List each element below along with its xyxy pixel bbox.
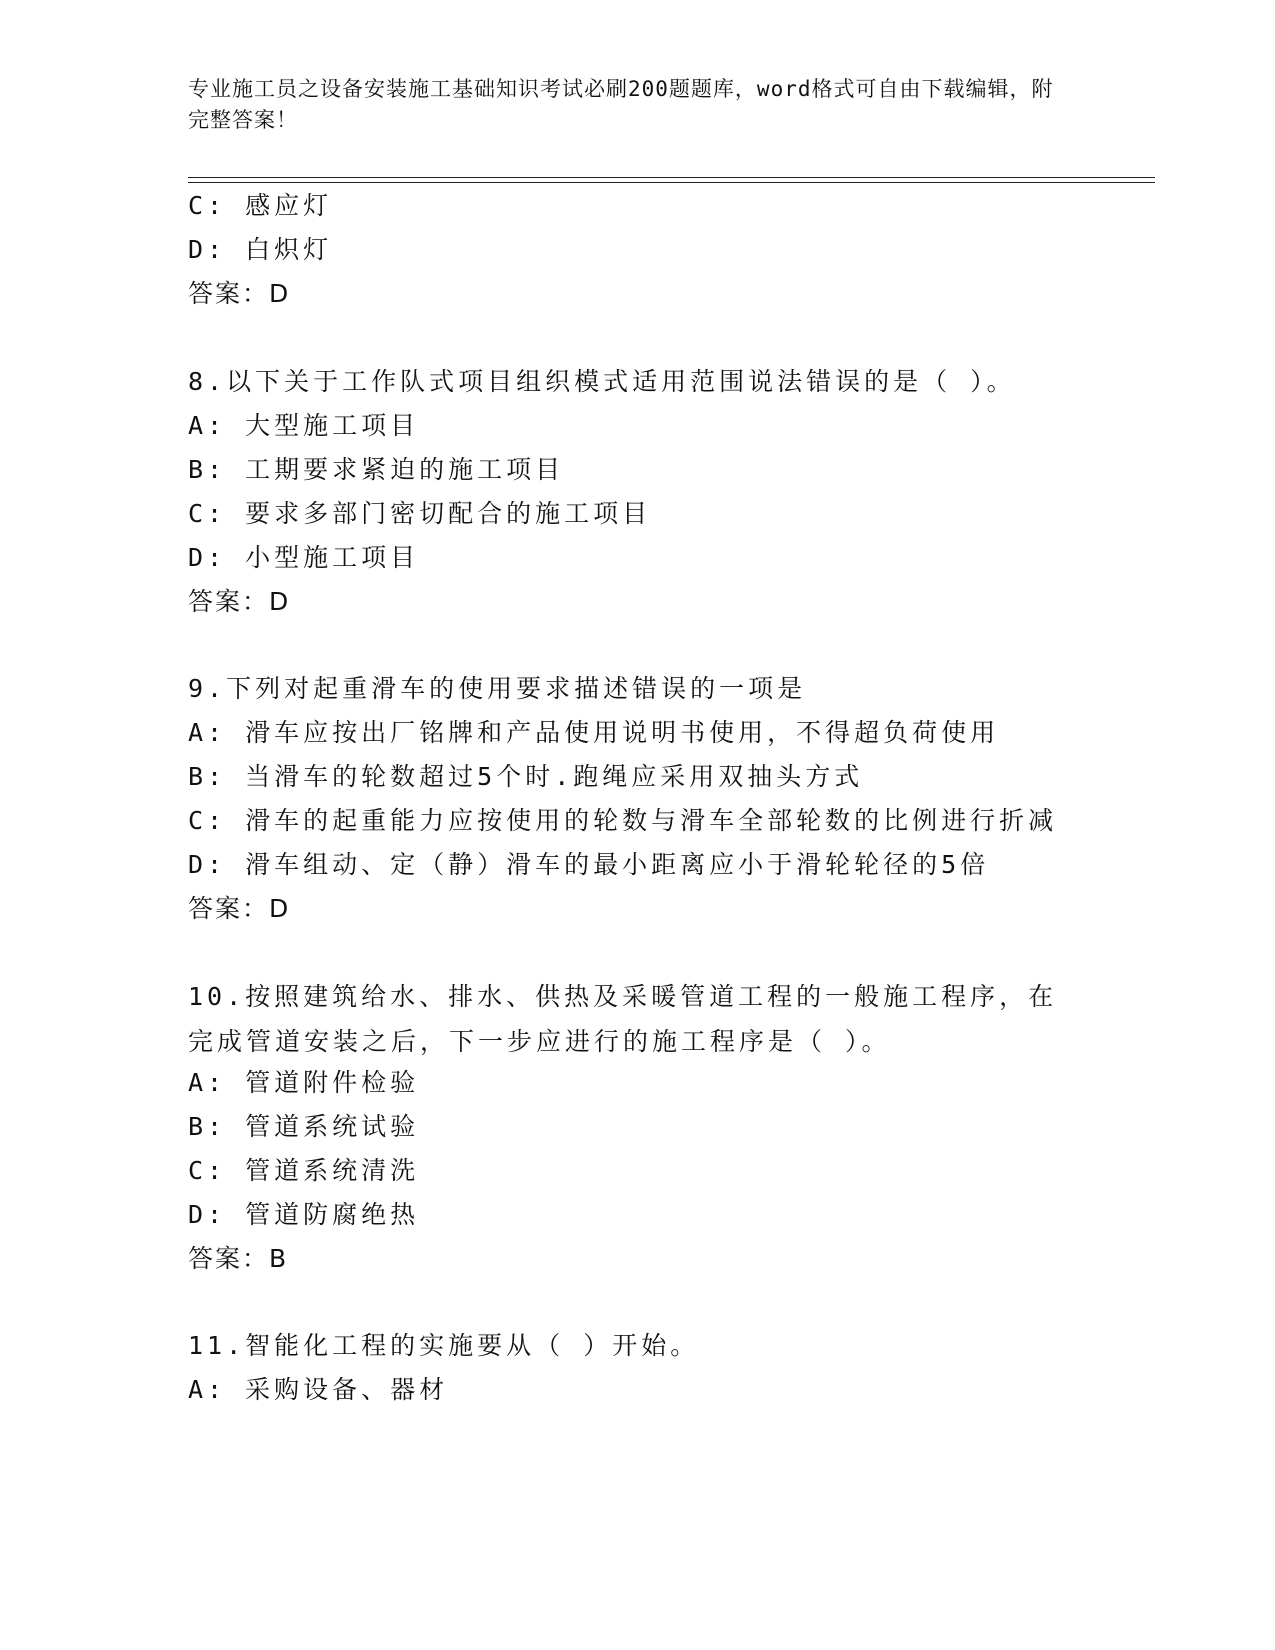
question-9: 9.下列对起重滑车的使用要求描述错误的一项是 [188,674,807,703]
option-b: B: 工期要求紧迫的施工项目 [188,455,565,484]
option-c: C: 要求多部门密切配合的施工项目 [188,499,652,528]
option-c: C: 滑车的起重能力应按使用的轮数与滑车全部轮数的比例进行折减 [188,806,1058,835]
option-a: A: 采购设备、器材 [188,1375,449,1404]
option-c: C: 管道系统清洗 [188,1156,420,1185]
option-d: D: 白炽灯 [188,235,333,264]
option-b: B: 当滑车的轮数超过5个时.跑绳应采用双抽头方式 [188,762,864,791]
option-d: D: 小型施工项目 [188,543,420,572]
option-a: A: 大型施工项目 [188,411,420,440]
document-header: 专业施工员之设备安装施工基础知识考试必刷200题题库，word格式可自由下载编辑，附完整答案！ [188,77,1054,132]
answer: 答案：B [188,1244,289,1273]
header-divider-top [188,177,1155,178]
option-d: D: 滑车组动、定（静）滑车的最小距离应小于滑轮轮径的5倍 [188,850,990,879]
question-10: 10.按照建筑给水、排水、供热及采暖管道工程的一般施工程序，在完成管道安装之后，下一步应进行的施工程序是（ ）。 [188,982,1058,1056]
question-8: 8.以下关于工作队式项目组织模式适用范围说法错误的是（ ）。 [188,367,1016,396]
answer: 答案：D [188,279,291,308]
option-a: A: 滑车应按出厂铭牌和产品使用说明书使用，不得超负荷使用 [188,718,1000,747]
question-11: 11.智能化工程的实施要从（ ）开始。 [188,1331,700,1360]
header-divider-bottom [188,182,1155,183]
answer: 答案：D [188,587,291,616]
option-b: B: 管道系统试验 [188,1112,420,1141]
option-d: D: 管道防腐绝热 [188,1200,420,1229]
option-c: C: 感应灯 [188,191,333,220]
answer: 答案：D [188,894,291,923]
option-a: A: 管道附件检验 [188,1068,420,1097]
